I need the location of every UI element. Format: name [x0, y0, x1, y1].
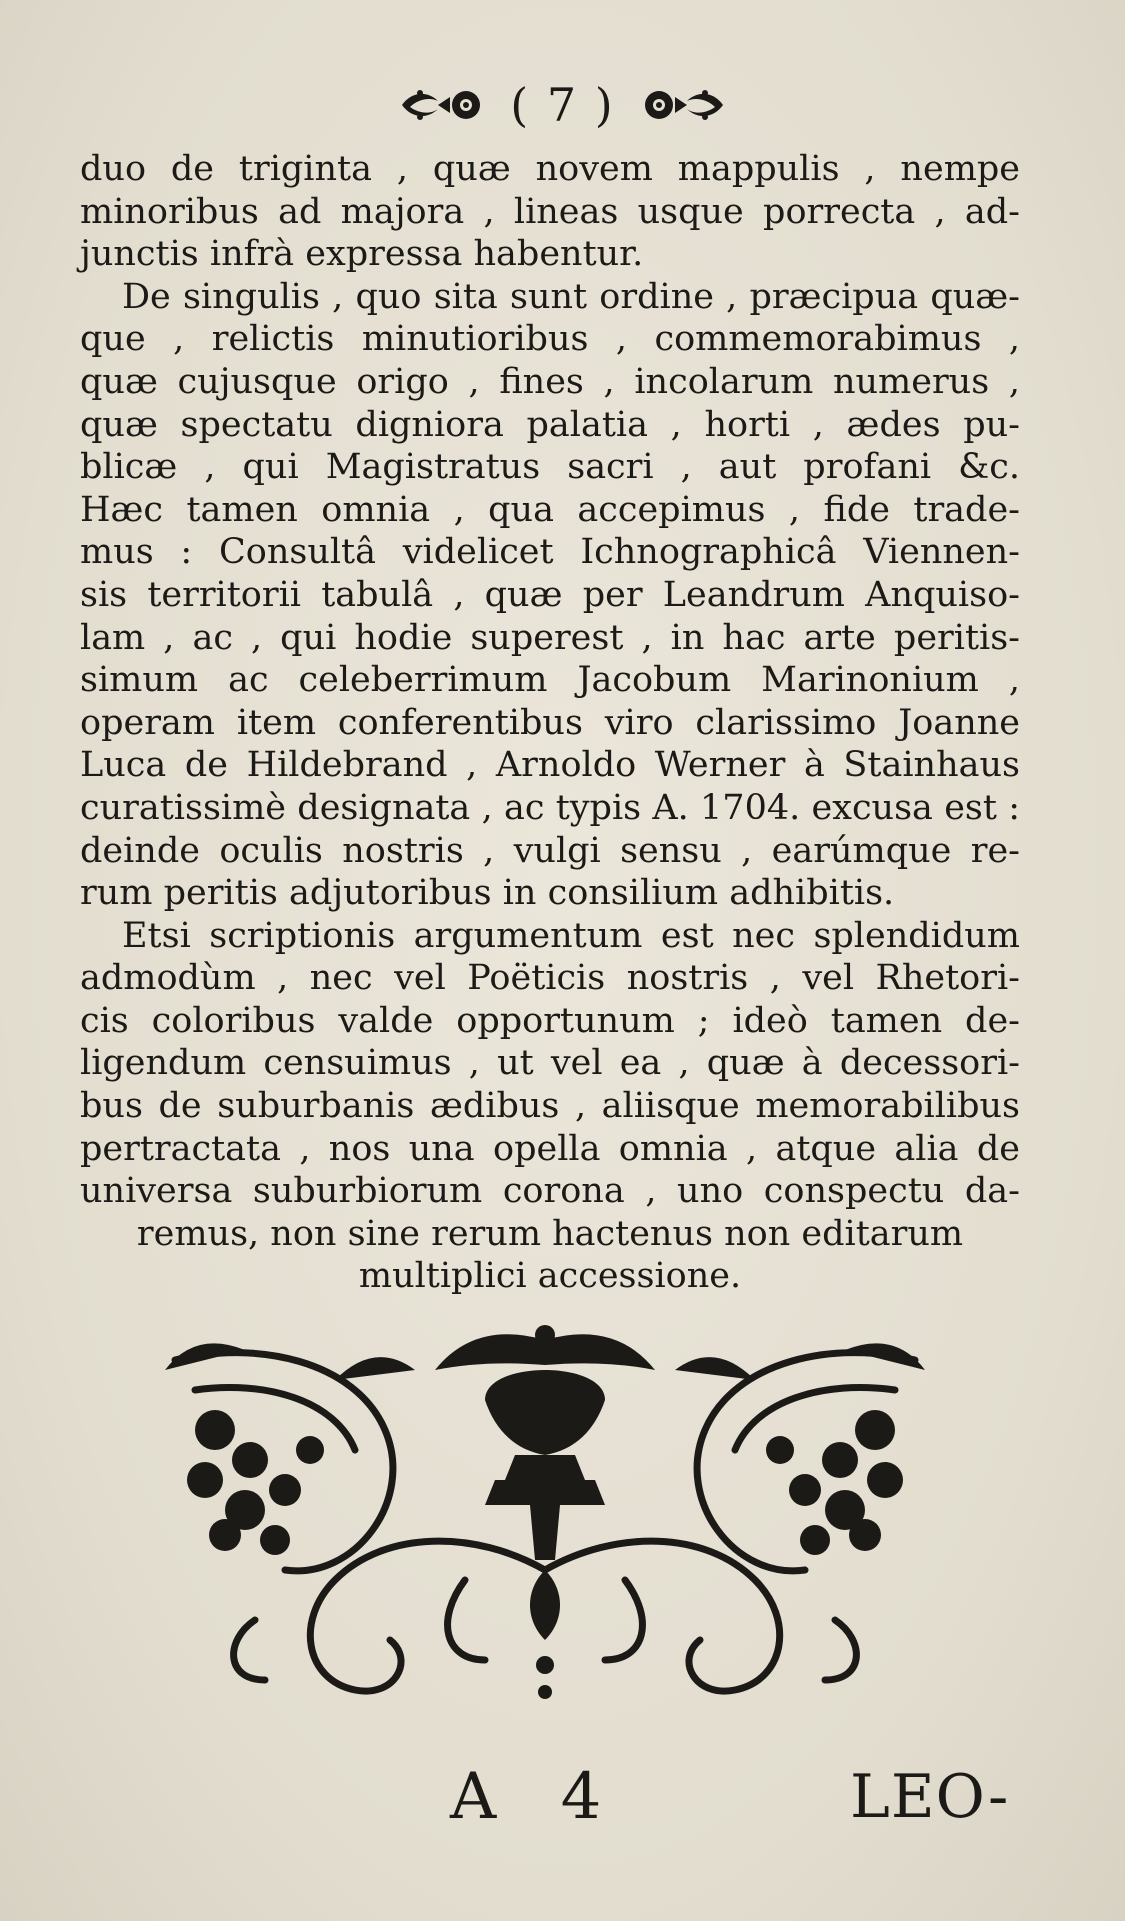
text-line: rum peritis adjutoribus in consilium adhibitis. [80, 873, 895, 914]
text-line: quæ spectatu digniora palatia , horti , ædes pu- [80, 404, 1020, 445]
text-line: mus : Consultâ videlicet Ichnographicâ Viennen- [80, 532, 1020, 573]
text-line: blicæ , qui Magistratus sacri , aut profani &c. [80, 447, 1020, 488]
text-line: junctis infrà expressa habentur. [80, 234, 644, 275]
text-line: operam item conferentibus viro clarissimo Joanne [80, 702, 1020, 743]
text-line: Hæc tamen omnia , qua accepimus , fide trade- [80, 489, 1020, 530]
fleuron-left-icon [398, 83, 494, 127]
tailpiece-ornament-icon [135, 1320, 955, 1740]
text-line: deinde oculis nostris , vulgi sensu , earúmque re- [80, 830, 1020, 871]
text-line: remus, non sine rerum hactenus non editarum [136, 1213, 964, 1254]
text-line: lam , ac , qui hodie superest , in hac arte peritis- [80, 617, 1020, 658]
text-line: sis territorii tabulâ , quæ per Leandrum Anquiso- [80, 574, 1020, 615]
paragraph-3 [80, 915, 1020, 1298]
text-line: curatissimè designata , ac typis A. 1704. excusa est : [80, 787, 1020, 828]
catchword: LEO- [850, 1762, 1010, 1832]
text-line: cis coloribus valde opportunum ; ideò tamen de- [80, 1000, 1020, 1041]
paragraph-1 [80, 148, 1020, 276]
text-line: admodùm , nec vel Poëticis nostris , vel Rhetori- [80, 958, 1020, 999]
text-line: Etsi scriptionis argumentum est nec splendidum [122, 915, 1020, 956]
text-line: multiplici accessione. [358, 1256, 742, 1297]
text-line: quæ cujusque origo , fines , incolarum numerus , [80, 361, 1020, 402]
text-line: bus de suburbanis ædibus , aliisque memorabilibus [80, 1086, 1020, 1127]
text-line: duo de triginta , quæ novem mappulis , nempe [80, 149, 1020, 189]
text-line: simum ac celeberrimum Jacobum Marinonium , [80, 660, 1020, 701]
text-line: ligendum censuimus , ut vel ea , quæ à decessori- [80, 1043, 1020, 1084]
page-header [0, 78, 1125, 132]
page-number: ( 7 ) [510, 78, 615, 132]
paragraph-2 [80, 276, 1020, 915]
text-line: que , relictis minutioribus , commemorabimus , [80, 319, 1020, 360]
text-line: universa suburbiorum corona , uno conspectu da- [80, 1171, 1020, 1212]
fleuron-right-icon [631, 83, 727, 127]
body-text [80, 148, 1020, 1298]
text-line: Luca de Hildebrand , Arnoldo Werner à Stainhaus [80, 745, 1020, 786]
text-line: minoribus ad majora , lineas usque porrecta , ad- [80, 191, 1020, 232]
text-line: pertractata , nos una opella omnia , atque alia de [80, 1128, 1020, 1169]
text-line: De singulis , quo sita sunt ordine , præcipua quæ- [122, 276, 1020, 317]
signature-mark: A 4 [450, 1760, 624, 1834]
